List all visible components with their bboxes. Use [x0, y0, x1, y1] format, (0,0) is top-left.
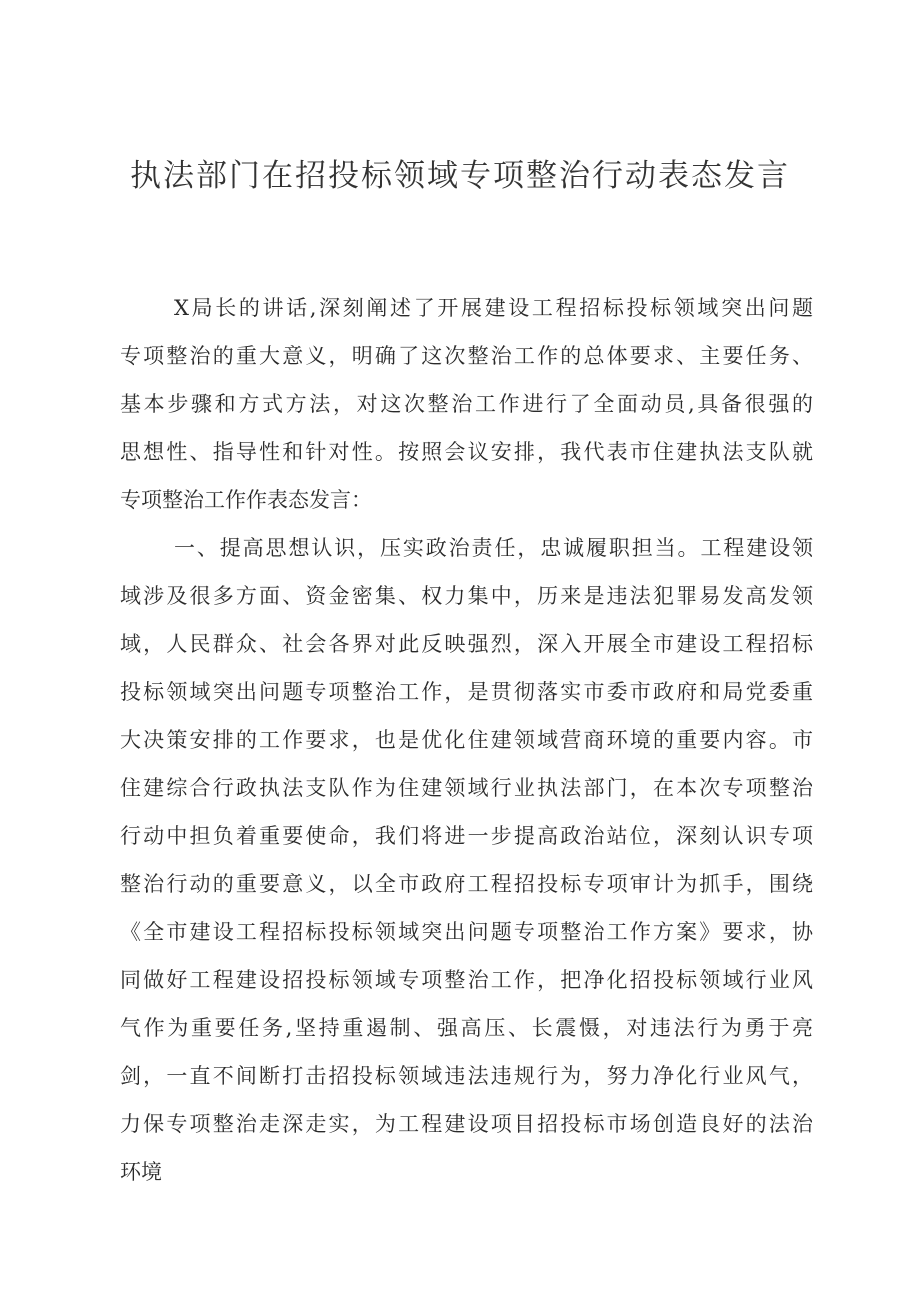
document-body [120, 284, 813, 1196]
text-line: 思想性、指导性和针对性。按照会议安排，我代表市住建执法支队就 [120, 440, 813, 464]
text-line: 气作为重要任务,坚持重遏制、强高压、长震慑，对违法行为勇于亮 [120, 1016, 813, 1040]
text-line: 域，人民群众、社会各界对此反映强烈，深入开展全市建设工程招标 [120, 632, 813, 656]
text-line: 同做好工程建设招投标领域专项整治工作，把净化招投标领域行业风 [120, 968, 813, 992]
text-line: 一、提高思想认识，压实政治责任，忠诚履职担当。工程建设领 [174, 536, 813, 560]
text-line: 剑，一直不间断打击招投标领域违法违规行为，努力净化行业风气， [120, 1064, 813, 1088]
text-line: 域涉及很多方面、资金密集、权力集中，历来是违法犯罪易发高发领 [120, 584, 813, 608]
document-title: 执法部门在招投标领域专项整治行动表态发言 [130, 158, 790, 194]
text-line: X局长的讲话,深刻阐述了开展建设工程招标投标领域突出问题 [174, 296, 813, 320]
text-line: 基本步骤和方式方法，对这次整治工作进行了全面动员,具备很强的 [120, 392, 813, 416]
text-line: 力保专项整治走深走实，为工程建设项目招投标市场创造良好的法治 [120, 1112, 813, 1136]
text-line: 投标领域突出问题专项整治工作，是贯彻落实市委市政府和局党委重 [120, 680, 813, 704]
text-line: 整治行动的重要意义，以全市政府工程招投标专项审计为抓手，围绕 [120, 872, 813, 896]
text-line: 环境 [120, 1160, 162, 1184]
text-line: 行动中担负着重要使命，我们将进一步提高政治站位，深刻认识专项 [120, 824, 813, 848]
text-line: 大决策安排的工作要求，也是优化住建领域营商环境的重要内容。市 [120, 728, 813, 752]
text-line: 《全市建设工程招标投标领域突出问题专项整治工作方案》要求，协 [120, 920, 813, 944]
paragraph-opening [120, 284, 813, 524]
paragraph-section-one [120, 524, 813, 1196]
text-line: 专项整治的重大意义，明确了这次整治工作的总体要求、主要任务、 [120, 344, 813, 368]
text-line: 住建综合行政执法支队作为住建领域行业执法部门，在本次专项整治 [120, 776, 813, 800]
text-line: 专项整治工作作表态发言： [120, 488, 372, 512]
